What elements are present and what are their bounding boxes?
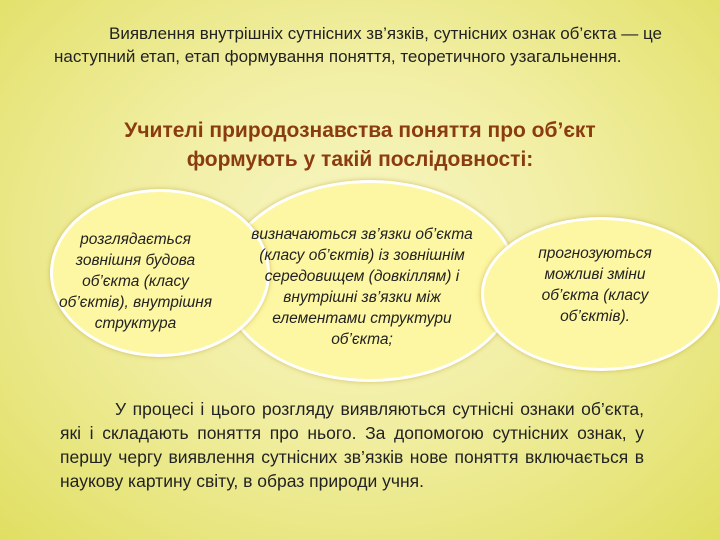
step-1-line: розглядається [80, 231, 191, 248]
step-2-line: внутрішні зв’язки між [283, 289, 441, 306]
section-heading [60, 116, 660, 174]
step-3-line: прогнозуються [538, 245, 652, 262]
step-2-text [228, 224, 496, 350]
step-2-line: елементами структури [272, 310, 452, 327]
step-1-line: об’єкта (класу [82, 273, 189, 290]
step-3-line: об’єкта (класу [541, 287, 649, 304]
conclusion-paragraph: У процесі і цього розгляду виявляються сутнісні ознаки об’єкта, які і складають поняття про нього. За допомогою сутнісних ознак, у першу чергу виявлення сутнісних зв’язків нове поняття включається в наукову картину світу, в образ природи учня. [60, 399, 644, 491]
step-1-line: структура [94, 315, 177, 332]
step-2-line: середовищем (довкіллям) і [264, 268, 460, 285]
step-2-line: визначаються зв’язки об’єкта [251, 226, 473, 243]
heading-line-2: формують у такій послідовності: [186, 148, 534, 171]
step-3-line: можливі зміни [544, 266, 646, 283]
step-1-line: зовнішня будова [75, 252, 196, 269]
intro-paragraph: Виявлення внутрішніх сутнісних зв’язків, сутнісних ознак об’єкта — це наступний етап, етап формування поняття, теоретичного узагальнення. [54, 24, 662, 66]
step-1-line: об’єктів), внутрішня [58, 294, 213, 311]
step-1-text [28, 229, 243, 334]
heading-line-1: Учителі природознавства поняття про об’єкт [124, 119, 596, 142]
step-3-text [500, 243, 690, 327]
step-3-line: об’єктів). [560, 308, 630, 325]
step-2-line: (класу об’єктів) із зовнішнім [259, 247, 465, 264]
step-2-line: об’єкта; [331, 331, 393, 348]
